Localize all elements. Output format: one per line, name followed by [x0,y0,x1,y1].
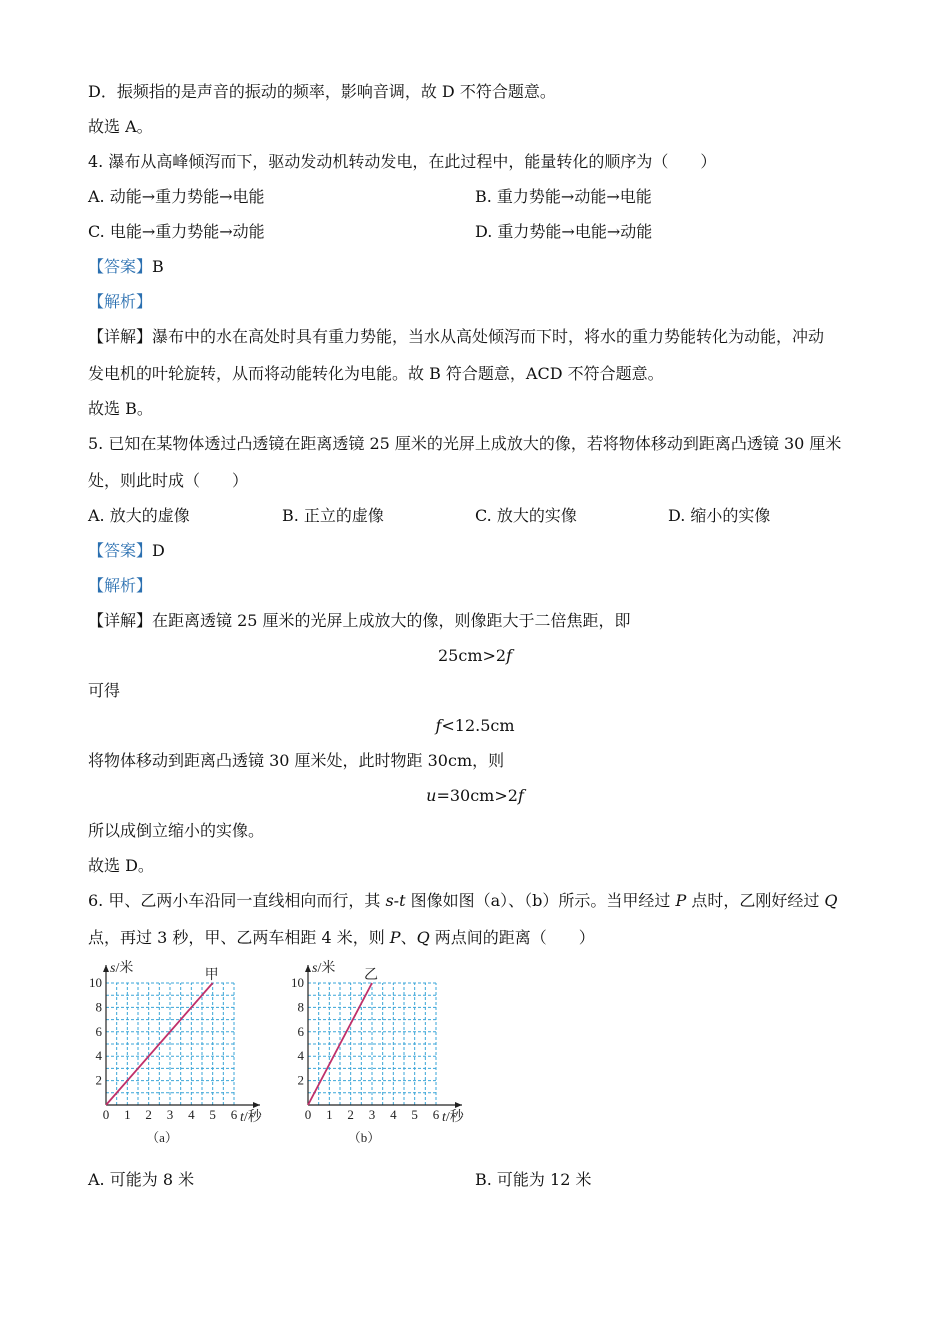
x-axis-arrow [455,1102,462,1108]
x-axis-label: t/秒 [240,1110,262,1125]
q6-option-a[interactable]: A. 可能为 8 米 [88,1170,195,1189]
y-tick-label: 6 [297,1023,304,1039]
q4-detail-line2: 发电机的叶轮旋转，从而将动能转化为电能。故 B 符合题意，ACD 不符合题意。 [88,364,664,383]
q4-conclusion: 故选 B。 [88,399,153,418]
y-axis-arrow [103,965,109,972]
q4-answer-value: B [152,257,164,276]
q4-answer [88,257,164,277]
x-tick-label: 4 [188,1107,195,1122]
q6-stem1-p: P [675,891,687,910]
figure-caption: （b） [347,1130,381,1145]
q5-eq3-main: =30cm>2 [436,786,518,805]
x-tick-label: 6 [432,1107,440,1122]
x-tick-label: 1 [124,1107,131,1122]
q5-equation-2 [0,716,950,736]
q4-stem: 4. 瀑布从高峰倾泻而下，驱动发动机转动发电，在此过程中，能量转化的顺序为（ ） [88,152,717,171]
q6-stem2-c: 两点间的距离（ ） [429,928,595,947]
y-tick-label: 2 [95,1072,102,1088]
q5-eq1-main: 25cm>2 [438,646,507,665]
q6-option-b[interactable]: B. 可能为 12 米 [475,1170,592,1189]
figure-caption: （a） [146,1130,178,1145]
y-tick-label: 2 [297,1072,304,1088]
q3-conclusion: 故选 A。 [88,117,153,136]
q6-stem-line1 [88,891,838,911]
q6-stem1-a: 6. 甲、乙两小车沿同一直线相向而行，其 [88,891,386,910]
y-tick-label: 8 [95,999,102,1015]
q6-stem1-b: 图像如图（a）、（b）所示。当甲经过 [405,891,676,910]
y-axis-label: s/米 [110,961,134,976]
q5-answer-tag: 【答案】 [88,541,153,560]
q6-stem1-c: 点时，乙刚好经过 [686,891,825,910]
x-tick-label: 1 [326,1107,333,1122]
x-tick-label: 3 [368,1107,376,1122]
q5-equation-1 [0,646,950,666]
q5-stem-line1: 5. 已知在某物体透过凸透镜在距离透镜 25 厘米的光屏上成放大的像，若将物体移动到距离凸透镜 30 厘米 [88,434,842,453]
x-axis-label: t/秒 [442,1110,464,1125]
st-graph-b [282,955,492,1150]
y-tick-label: 10 [89,975,102,990]
y-tick-label: 6 [95,1023,102,1039]
q6-stem2-a: 点，再过 3 秒，甲、乙两车相距 4 米，则 [88,928,390,947]
q5-eq2-var: f [435,716,442,735]
y-tick-label: 4 [95,1048,102,1064]
series-label: 甲 [204,968,219,983]
q5-answer-value: D [152,541,165,560]
q4-option-c[interactable]: C. 电能→重力势能→动能 [88,222,265,241]
q3-option-d-explanation: D．振频指的是声音的振动的频率，影响音调，故 D 不符合题意。 [88,82,556,101]
q5-eq3-var: u [426,786,437,805]
q5-detail: 【详解】在距离透镜 25 厘米的光屏上成放大的像，则像距大于二倍焦距，即 [88,611,631,630]
q5-keyi: 可得 [88,681,121,700]
st-graph-a [80,955,290,1150]
y-tick-label: 4 [297,1048,304,1064]
y-axis-arrow [305,965,311,972]
q4-option-a[interactable]: A. 动能→重力势能→电能 [88,187,265,206]
y-axis-label: s/米 [312,961,336,976]
q5-option-c[interactable]: C. 放大的实像 [475,506,577,525]
y-tick-label: 8 [297,999,304,1015]
q5-eq1-var: f [506,646,512,665]
q5-answer [88,541,165,561]
x-tick-label: 0 [102,1107,110,1122]
x-tick-label: 5 [411,1107,418,1122]
q5-equation-3 [0,786,950,806]
q5-option-a[interactable]: A. 放大的虚像 [88,506,190,525]
x-tick-label: 2 [347,1107,354,1122]
q4-detail-line1: 【详解】瀑布中的水在高处时具有重力势能，当水从高处倾泻而下时，将水的重力势能转化为动能，冲动 [88,327,825,346]
series-line [308,983,372,1105]
q5-option-b[interactable]: B. 正立的虚像 [282,506,384,525]
x-tick-label: 4 [390,1107,397,1122]
q5-stem-line2: 处，则此时成（ ） [88,471,249,490]
grid [106,983,234,1105]
q4-answer-tag: 【答案】 [88,257,153,276]
q6-stem1-q: Q [824,891,838,910]
q4-option-b[interactable]: B. 重力势能→动能→电能 [475,187,652,206]
x-tick-label: 6 [230,1107,238,1122]
q6-stem2-p: P [389,928,401,947]
q6-stem2-b: 、 [400,928,417,947]
q5-option-d[interactable]: D. 缩小的实像 [668,506,771,525]
q5-conclusion: 故选 D。 [88,856,154,875]
series-label: 乙 [364,968,378,983]
x-axis-arrow [253,1102,260,1108]
q5-eq3-var2: f [517,786,524,805]
q5-so: 所以成倒立缩小的实像。 [88,821,265,840]
q6-stem1-st: s-t [385,891,406,910]
x-tick-label: 0 [304,1107,312,1122]
q4-option-d[interactable]: D. 重力势能→电能→动能 [475,222,653,241]
q6-stem-line2 [88,928,595,948]
y-tick-label: 10 [291,975,304,990]
x-tick-label: 2 [145,1107,152,1122]
q4-analysis-tag: 【解析】 [88,292,153,311]
q5-move: 将物体移动到距离凸透镜 30 厘米处，此时物距 30cm，则 [88,751,505,770]
grid [308,983,436,1105]
x-tick-label: 5 [209,1107,216,1122]
x-tick-label: 3 [166,1107,174,1122]
q5-analysis-tag: 【解析】 [88,576,153,595]
q5-eq2-main: <12.5cm [441,716,515,735]
q6-stem2-q: Q [416,928,430,947]
